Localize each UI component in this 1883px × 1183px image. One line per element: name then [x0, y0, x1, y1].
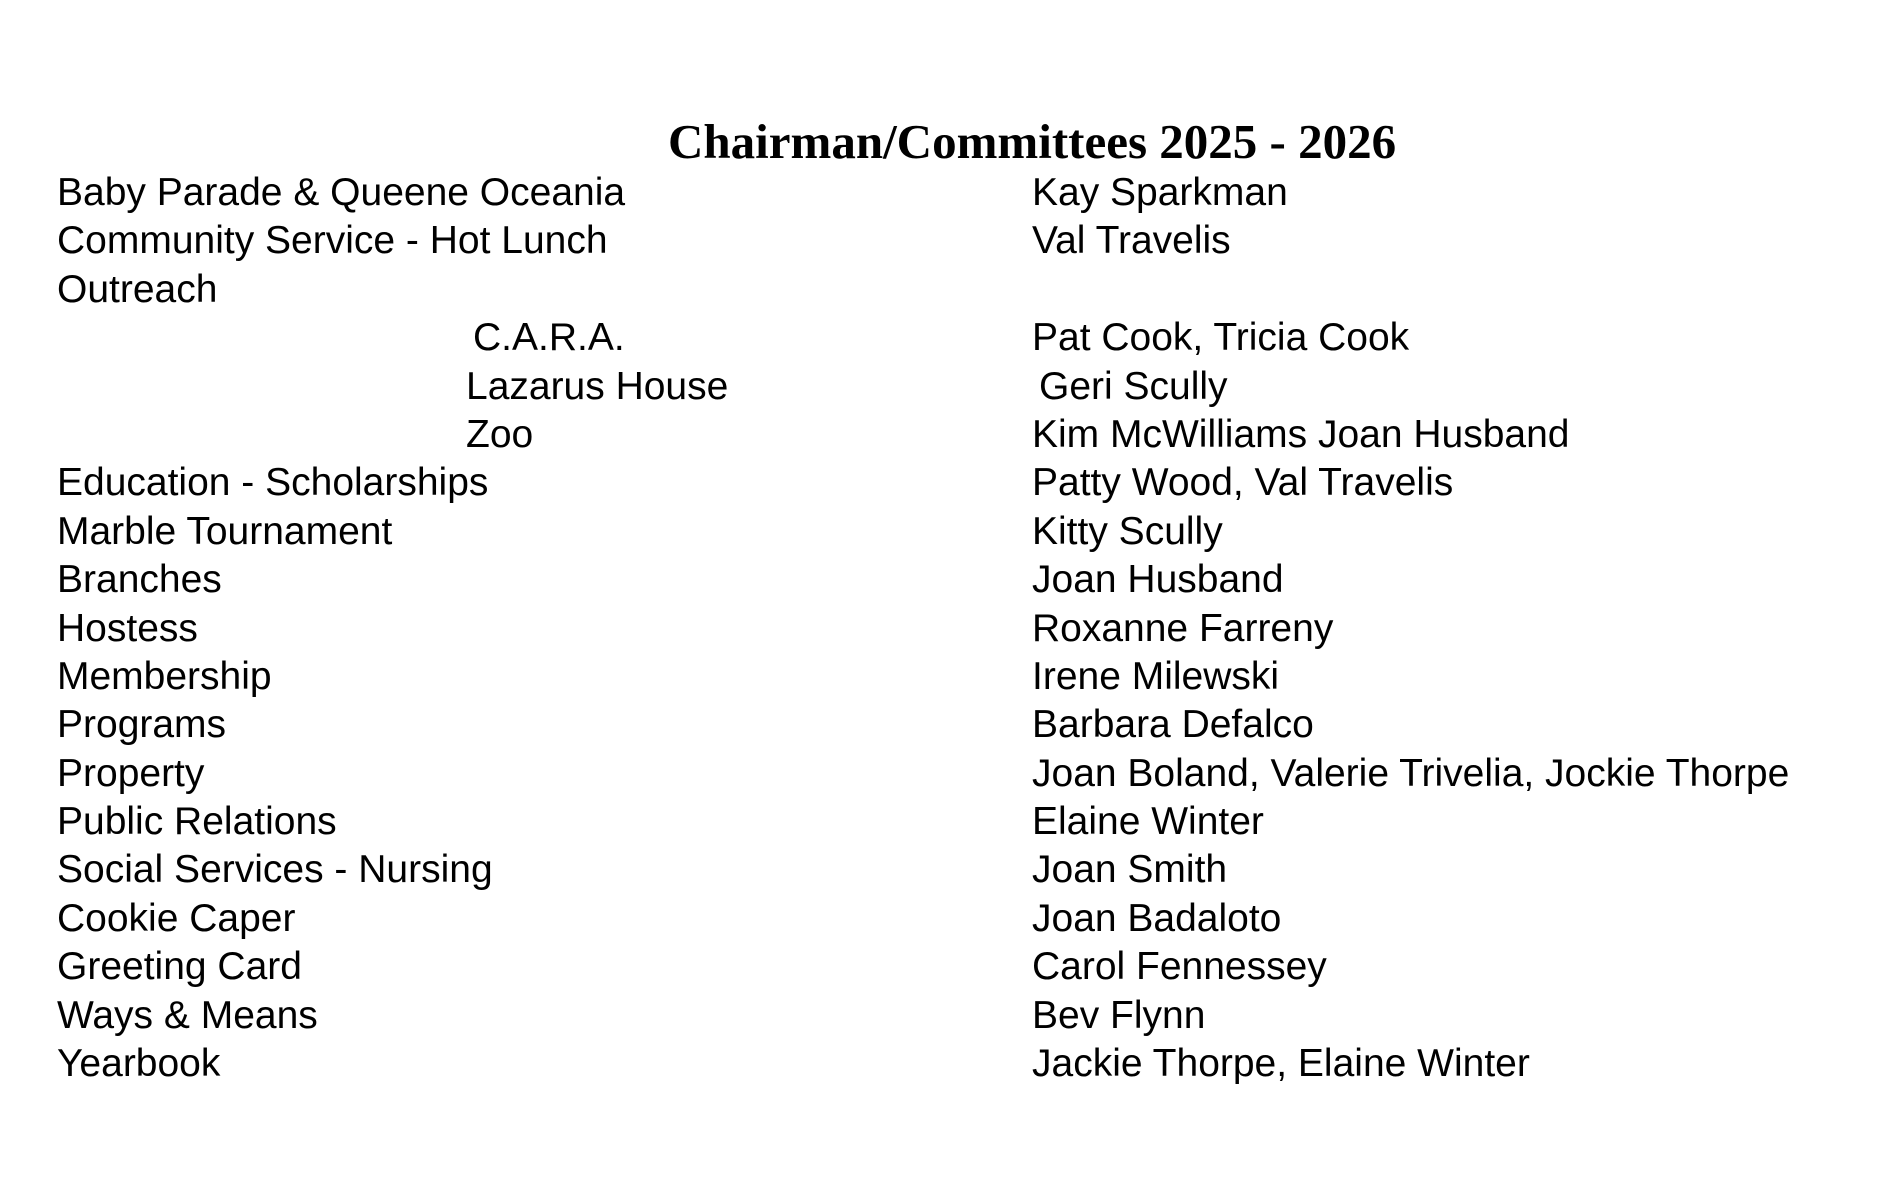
committee-list	[0, 169, 1883, 1088]
committee-name: Marble Tournament	[57, 509, 393, 553]
chairperson-name: Bev Flynn	[1032, 993, 1206, 1037]
chairperson-name: Joan Smith	[1032, 848, 1228, 892]
committee-row-yearbook	[0, 1040, 1883, 1088]
committee-row-outreach	[0, 266, 1883, 314]
committee-row-education	[0, 459, 1883, 507]
committee-row-marble-tournament	[0, 508, 1883, 556]
chairperson-name: Carol Fennessey	[1032, 945, 1327, 989]
committee-row-zoo	[0, 411, 1883, 459]
committee-row-cara	[0, 314, 1883, 362]
committee-row-baby-parade	[0, 169, 1883, 217]
committee-name: Cookie Caper	[57, 896, 296, 940]
chairperson-name: Jackie Thorpe, Elaine Winter	[1032, 1042, 1530, 1086]
chairperson-name: Joan Husband	[1032, 558, 1284, 602]
committee-row-programs	[0, 701, 1883, 749]
committee-row-cookie-caper	[0, 895, 1883, 943]
committee-name: Baby Parade & Queene Oceania	[57, 171, 626, 214]
chairperson-name: Roxanne Farreny	[1032, 606, 1334, 650]
committee-row-property	[0, 750, 1883, 798]
committee-name: Zoo	[466, 412, 534, 456]
committee-name: Property	[57, 751, 205, 795]
committee-name: Ways & Means	[57, 993, 318, 1037]
committee-row-community-service	[0, 217, 1883, 265]
committee-name: Community Service - Hot Lunch	[57, 219, 608, 263]
chairperson-name: Patty Wood, Val Travelis	[1032, 461, 1454, 505]
committee-name: C.A.R.A.	[473, 316, 625, 360]
committee-row-greeting-card	[0, 943, 1883, 991]
chairperson-name: Val Travelis	[1032, 219, 1231, 263]
chairperson-name: Irene Milewski	[1032, 654, 1280, 698]
committee-name: Membership	[57, 654, 272, 698]
committee-name: Greeting Card	[57, 945, 302, 989]
chairperson-name: Pat Cook, Tricia Cook	[1032, 316, 1410, 360]
committee-name: Hostess	[57, 606, 198, 650]
committee-row-branches	[0, 556, 1883, 604]
chairperson-name: Kim McWilliams Joan Husband	[1032, 412, 1570, 456]
committee-name: Lazarus House	[466, 364, 729, 408]
chairperson-name: Elaine Winter	[1032, 800, 1264, 844]
chairperson-name: Kitty Scully	[1032, 509, 1223, 553]
committee-row-lazarus-house	[0, 363, 1883, 411]
page-title: Chairman/Committees 2025 - 2026	[668, 114, 1397, 169]
committee-name: Yearbook	[57, 1042, 221, 1086]
committee-row-public-relations	[0, 798, 1883, 846]
chairperson-name: Joan Badaloto	[1032, 896, 1282, 940]
committee-row-social-services	[0, 846, 1883, 894]
committee-name: Outreach	[57, 267, 218, 311]
chairperson-name: Geri Scully	[1039, 364, 1228, 408]
committee-name: Programs	[57, 703, 227, 747]
committee-row-ways-and-means	[0, 992, 1883, 1040]
committee-row-membership	[0, 653, 1883, 701]
chairperson-name: Barbara Defalco	[1032, 703, 1314, 747]
committee-name: Public Relations	[57, 800, 337, 844]
committee-row-hostess	[0, 605, 1883, 653]
chairperson-name: Kay Sparkman	[1032, 171, 1288, 214]
committee-name: Social Services - Nursing	[57, 848, 493, 892]
committee-name: Education - Scholarships	[57, 461, 489, 505]
committee-name: Branches	[57, 558, 222, 602]
chairperson-name: Joan Boland, Valerie Trivelia, Jockie Thorpe	[1032, 751, 1790, 795]
